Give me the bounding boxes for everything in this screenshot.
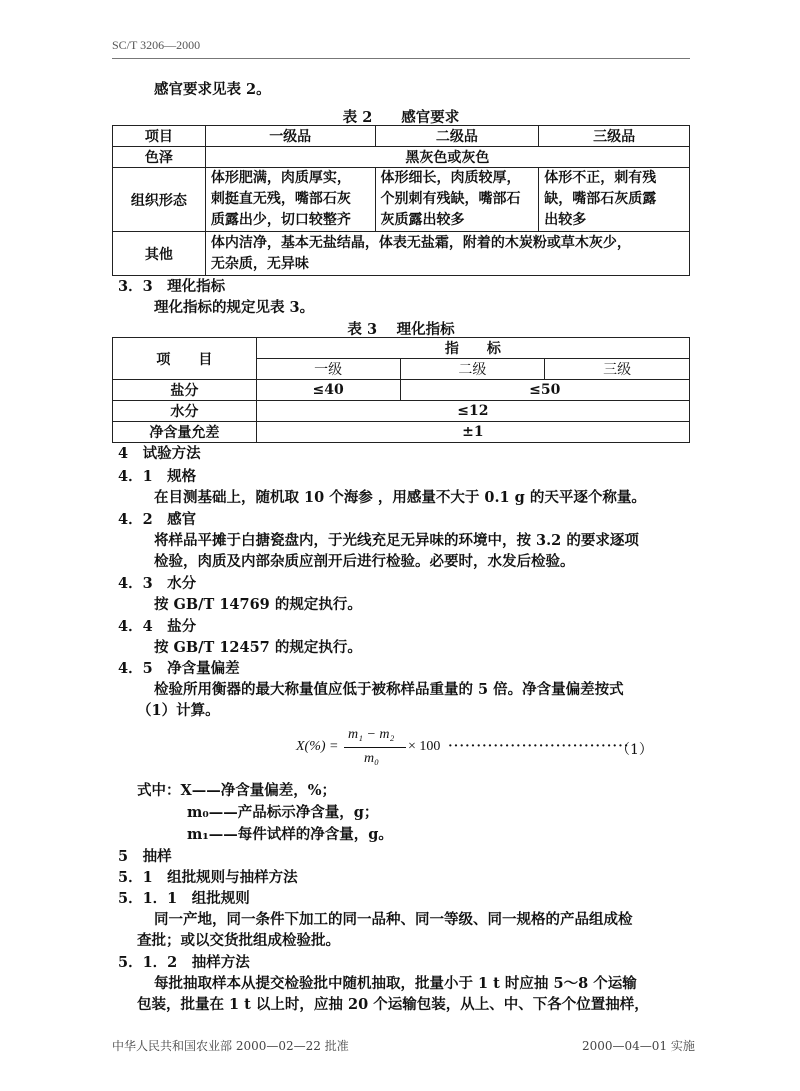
table3-salt-grade23: ≤50: [400, 380, 689, 401]
table2-header-row: [113, 126, 690, 147]
table3-water-value: ≤12: [256, 401, 689, 422]
table2-row-texture: [113, 168, 690, 232]
table3-salt-label: 盐分: [113, 380, 257, 401]
formula-leader-dots: ································: [448, 739, 630, 754]
cell-line: 刺挺直无残，嘴部石灰: [210, 191, 351, 207]
section-4-heading: 4 试验方法: [118, 445, 201, 462]
where-m0: m₀——产品标示净含量，g；: [187, 804, 379, 821]
cell-line: 灰质露出较多: [380, 212, 465, 228]
cell-line: 出较多: [544, 212, 587, 228]
table3-caption: 表 3 理化指标: [347, 321, 455, 338]
section-5-1-1-body-1: 同一产地，同一条件下加工的同一品种、同一等级、同一规格的产品组成检: [154, 911, 633, 928]
cell-line: 缺，嘴部石灰质露: [544, 191, 657, 207]
section-4-5-body-1: 检验所用衡器的最大称量值应低于被称样品重量的 5 倍。净含量偏差按式: [154, 681, 624, 698]
section-4-2-body-1: 将样品平摊于白搪瓷盘内，于光线充足无异味的环境中，按 3.2 的要求逐项: [154, 532, 639, 549]
section-4-2-heading: 4．2 感官: [118, 511, 197, 528]
table2-texture-grade1: [205, 168, 375, 232]
table3-row-salt: [113, 380, 690, 401]
formula-lhs: X(%) =: [296, 739, 339, 754]
section-4-3-body: 按 GB/T 14769 的规定执行。: [154, 596, 362, 613]
table3-grade1: 一级: [256, 359, 400, 380]
cell-line: 体形不正，刺有残: [544, 170, 657, 186]
formula-denominator: m₀: [364, 751, 379, 766]
table2-texture-grade2: [375, 168, 539, 232]
formula-multiplier: × 100: [408, 739, 441, 754]
section-4-3-heading: 4．3 水分: [118, 575, 197, 592]
table3-grade3: 三级: [545, 359, 690, 380]
table2-caption: 表 2 感官要求: [342, 109, 460, 126]
footer-approved: 中华人民共和国农业部 2000—02—22 批准: [112, 1039, 349, 1053]
formula-1: [296, 727, 656, 775]
section-4-1-heading: 4．1 规格: [118, 468, 197, 485]
cell-line: 无杂质，无异味: [210, 255, 309, 272]
formula-numerator: m₁ − m₂: [348, 727, 395, 742]
section-5-1-2-body-2: 包装，批量在 1 t 以上时，应抽 20 个运输包装，从上、中、下各个位置抽样，: [137, 996, 649, 1013]
header-rule: [112, 58, 690, 59]
section-5-1-2-heading: 5．1．2 抽样方法: [118, 954, 250, 971]
table2-texture-grade3: [539, 168, 690, 232]
table3-item-header: 项 目: [113, 338, 257, 380]
table3-row-net: [113, 422, 690, 443]
document-header: SC/T 3206—2000: [112, 38, 201, 52]
table2-header-grade3: 三级品: [539, 126, 690, 147]
section-4-5-body-2: （1）计算。: [137, 702, 220, 719]
section-4-4-heading: 4．4 盐分: [118, 618, 197, 635]
cell-line: 体形肥满，肉质厚实，: [210, 170, 351, 186]
table3-physchem: [112, 337, 690, 443]
cell-line: 个别刺有残缺，嘴部石: [380, 191, 521, 207]
table2-header-grade1: 一级品: [205, 126, 375, 147]
table2-header-item: 项目: [113, 126, 206, 147]
table2-other-label: 其他: [113, 232, 206, 276]
table3-net-value: ±1: [256, 422, 689, 443]
footer-effective: 2000—04—01 实施: [582, 1039, 695, 1053]
section-5-1-1-body-2: 查批；或以交货批组成检验批。: [137, 932, 340, 949]
table2-row-color: [113, 147, 690, 168]
section-4-1-body: 在目测基础上，随机取 10 个海参 ，用感量不大于 0.1 g 的天平逐个称量。: [154, 489, 646, 506]
section-4-2-body-2: 检验，肉质及内部杂质应剖开后进行检验。必要时，水发后检验。: [154, 553, 575, 570]
table3-grade2: 二级: [400, 359, 545, 380]
section-4-5-heading: 4．5 净含量偏差: [118, 660, 240, 677]
table3-water-label: 水分: [113, 401, 257, 422]
section-5-1-2-body-1: 每批抽取样本从提交检验批中随机抽取，批量小于 1 t 时应抽 5～8 个运输: [154, 975, 637, 992]
table2-row-other: [113, 232, 690, 276]
table2-sensory: [112, 125, 690, 276]
cell-line: 质露出少，切口较整齐: [210, 212, 351, 228]
section-3-3-heading: 3．3 理化指标: [118, 278, 226, 295]
cell-line: 体内洁净，基本无盐结晶，体表无盐霜，附着的木炭粉或草木灰少，: [210, 234, 631, 251]
cell-line: 体形细长，肉质较厚，: [380, 170, 521, 186]
section-3-3-body: 理化指标的规定见表 3。: [154, 299, 315, 316]
table3-index-header: 指 标: [256, 338, 689, 359]
section-5-1-heading: 5．1 组批规则与抽样方法: [118, 869, 298, 886]
table2-color-label: 色泽: [113, 147, 206, 168]
table2-texture-label: 组织形态: [113, 168, 206, 232]
table3-header-row: [113, 338, 690, 359]
formula-equation-number: （1）: [616, 742, 653, 758]
table2-header-grade2: 二级品: [375, 126, 539, 147]
table3-salt-grade1: ≤40: [256, 380, 400, 401]
table2-color-value: 黑灰色或灰色: [205, 147, 689, 168]
table3-row-water: [113, 401, 690, 422]
where-x: 式中：X——净含量偏差，%；: [137, 782, 337, 799]
formula-fraction-bar: [344, 747, 406, 748]
section-5-heading: 5 抽样: [118, 848, 172, 865]
section-5-1-1-heading: 5．1．1 组批规则: [118, 890, 250, 907]
table3-net-label: 净含量允差: [113, 422, 257, 443]
table2-other-value: [205, 232, 689, 276]
where-m1: m₁——每件试样的净含量，g。: [187, 826, 393, 843]
section-4-4-body: 按 GB/T 12457 的规定执行。: [154, 639, 362, 656]
intro-text: 感官要求见表 2。: [154, 81, 271, 98]
